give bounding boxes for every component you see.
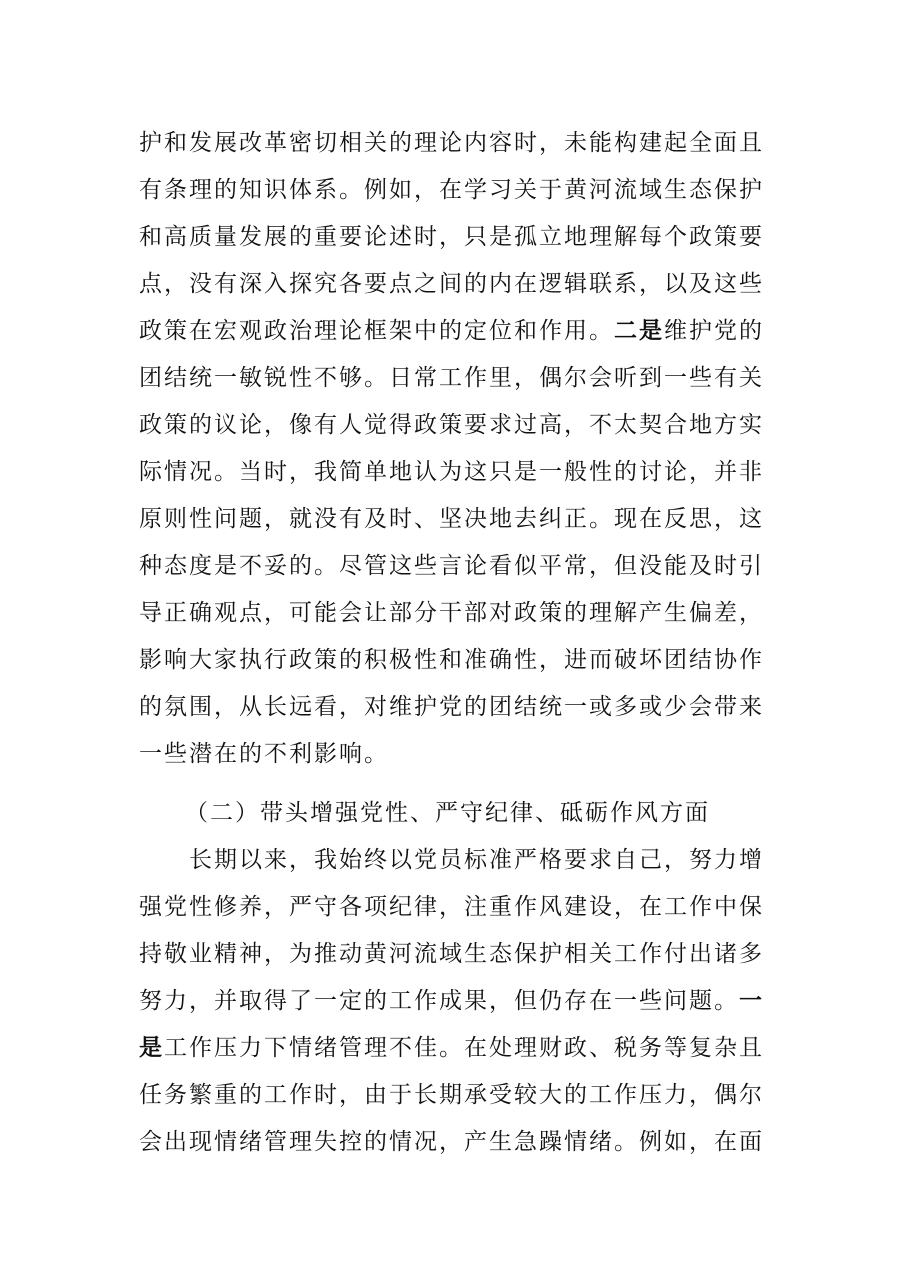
text-line: 团结统一敏锐性不够。日常工作里，偶尔会听到一些有关 <box>139 365 764 391</box>
text-line: 持敬业精神，为推动黄河流域生态保护相关工作付出诸多 <box>139 941 764 967</box>
text-segment: 努力，并取得了一定的工作成果，但仍存在一些问题。 <box>139 988 739 1014</box>
text-line: 导正确观点，可能会让部分干部对政策的理解产生偏差， <box>139 600 764 626</box>
text-line: 的氛围，从长远看，对维护党的团结统一或多或少会带来 <box>139 694 764 720</box>
text-segment: 维护党的 <box>664 318 764 344</box>
text-line: 强党性修养，严守各项纪律，注重作风建设，在工作中保 <box>139 894 764 920</box>
bold-marker: 二是 <box>614 318 664 344</box>
text-segment: 政策在宏观政治理论框架中的定位和作用。 <box>139 318 614 344</box>
text-line: 护和发展改革密切相关的理论内容时，未能构建起全面且 <box>139 130 764 156</box>
text-line: 有条理的知识体系。例如，在学习关于黄河流域生态保护 <box>139 177 764 203</box>
text-line: 种态度是不妥的。尽管这些言论看似平常，但没能及时引 <box>139 553 764 579</box>
text-line: 际情况。当时，我简单地认为这只是一般性的讨论，并非 <box>139 459 764 485</box>
text-line: 任务繁重的工作时，由于长期承受较大的工作压力，偶尔 <box>139 1082 764 1108</box>
paragraph-continued <box>139 120 764 778</box>
paragraph <box>139 837 764 1166</box>
text-line: 政策的议论，像有人觉得政策要求过高，不太契合地方实 <box>139 412 764 438</box>
text-line: 影响大家执行政策的积极性和准确性，进而破坏团结协作 <box>139 647 764 673</box>
text-line: 点，没有深入探究各要点之间的内在逻辑联系，以及这些 <box>139 271 764 297</box>
section-heading: （二）带头增强党性、严守纪律、砥砺作风方面 <box>185 800 710 826</box>
text-segment: 工作压力下情绪管理不佳。在处理财政、税务等复杂且 <box>164 1035 764 1061</box>
bold-marker: 是 <box>139 1035 164 1061</box>
text-line: 一些潜在的不利影响。 <box>139 741 389 767</box>
text-line-with-marker <box>139 1025 764 1072</box>
text-line: 原则性问题，就没有及时、坚决地去纠正。现在反思，这 <box>139 506 764 532</box>
text-line-with-marker <box>139 308 764 355</box>
text-line: 和高质量发展的重要论述时，只是孤立地理解每个政策要 <box>139 224 764 250</box>
text-line-with-marker <box>139 978 764 1025</box>
text-line: 长期以来，我始终以党员标准严格要求自己，努力增 <box>189 847 764 873</box>
text-line: 会出现情绪管理失控的情况，产生急躁情绪。例如，在面 <box>139 1129 764 1155</box>
bold-marker: 一 <box>739 988 764 1014</box>
